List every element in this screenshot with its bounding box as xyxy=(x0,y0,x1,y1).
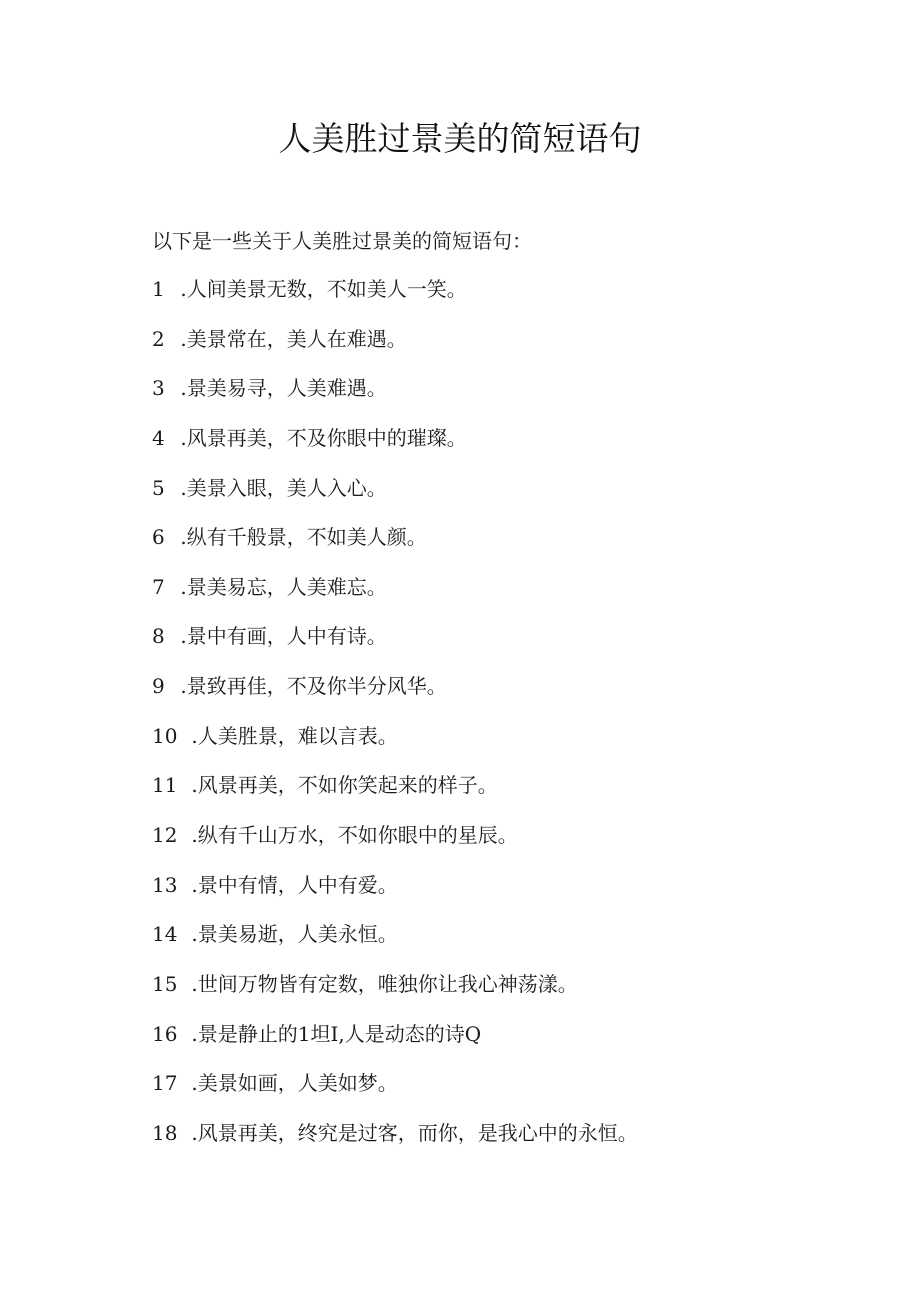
item-text: .景中有情，人中有爱。 xyxy=(191,872,398,897)
item-number: 1 xyxy=(152,277,165,301)
item-number: 10 xyxy=(152,723,178,748)
item-number: 18 xyxy=(152,1120,178,1145)
list-item xyxy=(152,621,638,671)
item-text: .景中有画，人中有诗。 xyxy=(180,624,387,649)
list-item xyxy=(152,1068,638,1118)
list-item xyxy=(152,870,638,920)
sentence-list xyxy=(152,274,638,1168)
list-item xyxy=(152,721,638,771)
item-text: .美景常在，美人在难遇。 xyxy=(180,326,407,351)
item-number: 11 xyxy=(152,773,178,798)
item-text: .人美胜景，难以言表。 xyxy=(191,723,398,748)
item-text: .美景入眼，美人入心。 xyxy=(180,475,387,500)
list-item xyxy=(152,770,638,820)
list-item xyxy=(152,1118,638,1168)
list-item xyxy=(152,572,638,622)
item-number: 9 xyxy=(152,674,165,699)
document-title: 人美胜过景美的简短语句 xyxy=(278,119,642,158)
item-number: 17 xyxy=(152,1071,178,1096)
intro-paragraph: 以下是一些关于人美胜过景美的简短语句： xyxy=(152,229,532,253)
item-text: .景美易逝，人美永恒。 xyxy=(191,922,398,947)
item-number: 2 xyxy=(152,326,165,351)
item-number: 5 xyxy=(152,475,165,500)
list-item xyxy=(152,1019,638,1069)
item-number: 16 xyxy=(152,1021,178,1046)
item-number: 7 xyxy=(152,574,165,599)
list-item xyxy=(152,969,638,1019)
item-text: .纵有千山万水，不如你眼中的星辰。 xyxy=(191,823,518,848)
list-item xyxy=(152,473,638,523)
item-text: .人间美景无数，不如美人一笑。 xyxy=(180,277,467,301)
item-text: .风景再美，不如你笑起来的样子。 xyxy=(191,773,498,798)
list-item xyxy=(152,820,638,870)
item-text: .风景再美，不及你眼中的璀璨。 xyxy=(180,425,467,450)
list-item xyxy=(152,373,638,423)
list-item xyxy=(152,671,638,721)
item-number: 6 xyxy=(152,525,165,550)
item-text: .景是静止的1坦I,人是动态的诗Q xyxy=(191,1021,482,1046)
list-item xyxy=(152,423,638,473)
item-text: .纵有千般景，不如美人颜。 xyxy=(180,525,427,550)
item-number: 12 xyxy=(152,823,178,848)
item-number: 3 xyxy=(152,376,165,401)
list-item xyxy=(152,274,638,324)
item-number: 4 xyxy=(152,425,165,450)
item-text: .风景再美，终究是过客，而你，是我心中的永恒。 xyxy=(191,1120,638,1145)
item-number: 15 xyxy=(152,971,178,996)
item-text: .景美易忘，人美难忘。 xyxy=(180,574,387,599)
item-text: .美景如画，人美如梦。 xyxy=(191,1071,398,1096)
item-number: 8 xyxy=(152,624,165,649)
list-item xyxy=(152,522,638,572)
item-number: 13 xyxy=(152,872,178,897)
list-item xyxy=(152,919,638,969)
item-text: .景致再佳，不及你半分风华。 xyxy=(180,674,447,699)
item-text: .世间万物皆有定数，唯独你让我心神荡漾。 xyxy=(191,971,578,996)
item-text: .景美易寻，人美难遇。 xyxy=(180,376,387,401)
list-item xyxy=(152,324,638,374)
item-number: 14 xyxy=(152,922,178,947)
